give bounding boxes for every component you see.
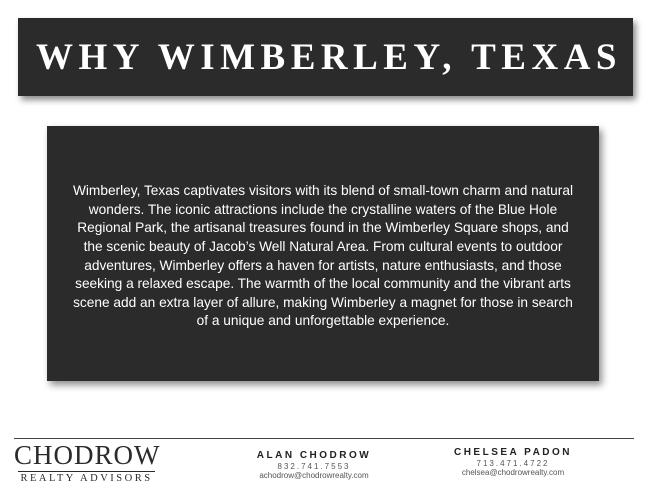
contact-phone: 832.741.7553 bbox=[277, 462, 351, 471]
contact-name: CHELSEA PADON bbox=[453, 447, 573, 458]
contact-phone: 713.471.4722 bbox=[476, 459, 550, 468]
contact-email: achodrow@chodrowrealty.com bbox=[259, 471, 369, 480]
contact-email: chelsea@chodrowrealty.com bbox=[461, 468, 565, 477]
description-panel bbox=[47, 126, 599, 381]
contact-chelsea bbox=[428, 447, 598, 477]
contact-name: ALAN CHODROW bbox=[256, 450, 372, 461]
logo-name: CHODROW bbox=[14, 440, 161, 470]
title-banner bbox=[18, 18, 633, 96]
logo-subtitle: REALTY ADVISORS bbox=[20, 473, 153, 484]
description-text: Wimberley, Texas captivates visitors with its blend of small-town charm and natural wonders. The iconic attractions include the crystalline waters of the Blue Hole Regional Park, the artisanal treasures found in the Wimberley Square shops, and the scenic beauty of Jacob’s Well Natural Area. From cultural events to outdoor adventures, Wimberley offers a haven for artists, nature enthusiasts, and those seeking a relaxed escape. The warmth of the local community and the vibrant arts scene add an extra layer of allure, making Wimberley a magnet for those in search of a unique and unforgettable experience. bbox=[72, 183, 574, 329]
page-title: WHY WIMBERLEY, TEXAS bbox=[36, 36, 622, 78]
logo-divider bbox=[18, 471, 155, 472]
company-logo bbox=[14, 440, 159, 484]
contact-alan bbox=[229, 450, 399, 480]
footer-divider bbox=[14, 438, 634, 439]
